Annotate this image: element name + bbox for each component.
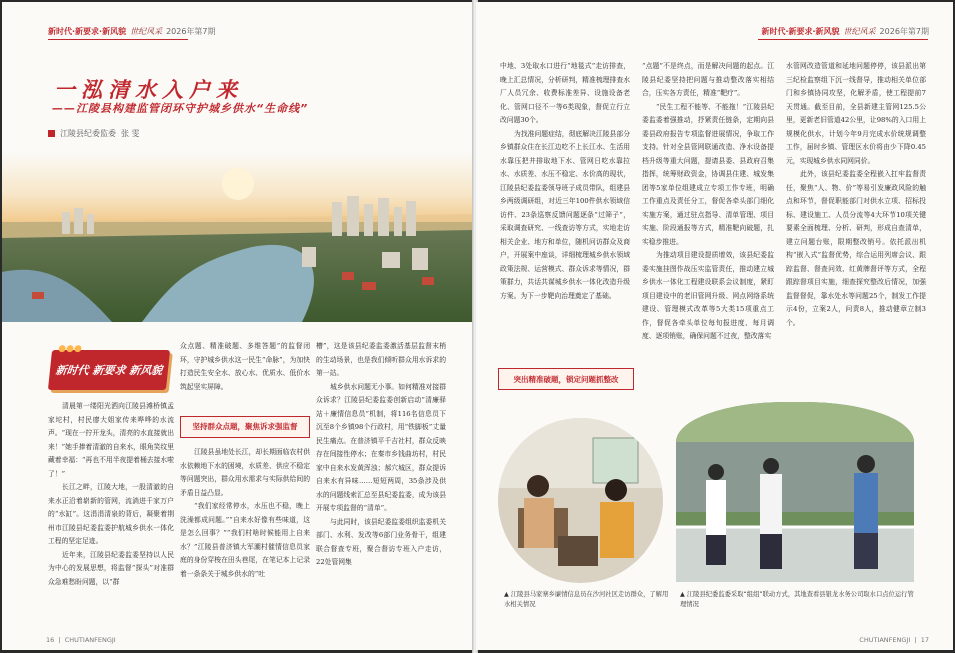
- paragraph: “民生工程不能等、不能拖！”江陵县纪委监委着强推动，抒紧责任链条，定期向县委县政府报告专项监督进展情况，争取工作支持。针对全县管网联通改造、净水设备提档升级等重大问题，提请县委、县政府召集指挥，统筹财政资金，协调县住建、城发集团等5家单位组建成立专项工作专班，明确工作重点及责任分工，督促各牵头部门细化实施方案，通过驻点指导、清单管理、项目实施、阶段通报等方式，精准靶向破题，扎实稳步推进。: [642, 102, 774, 246]
- header-keywords: 新时代·新要求·新风貌: [48, 26, 127, 36]
- paragraph: 众点题、精准破题、多维答题”的监督闭环，守护城乡供水这一民生“命脉”，为加快打造民生安全水、放心水、优质水、低价水筑起坚实屏障。: [180, 342, 310, 391]
- byline-author: 张 雯: [121, 129, 140, 138]
- paragraph: 城乡供水问题无小事。如何精准对接群众诉求？江陵县纪委监委创新启动“清廉驿站＋廉情信息员”机制，将116名信息员下沉至8个乡镇98个行政村，用“铁脚板”丈量民生痛点。在普济镇平千吉社村，群众反映存在间接性停水；在秦市乡钱曲坊村，村民家中自来水发黄浑浊；郝穴城区，群众提诉自来水有异味……短短两周，35条涉及供水的问题线索汇总至县纪委监委，成为该县开展专项监督的“清单”。: [316, 382, 446, 512]
- left-column-2: [180, 340, 310, 618]
- byline: [48, 128, 140, 139]
- header-issue-right: 2026年第7期: [879, 26, 929, 36]
- section-pill-1: 坚持群众点题，聚焦诉求强监督: [180, 416, 310, 438]
- paragraph: 与此同时，该县纪委监委组织监委机关部门、水利、发改等6部门业务骨干，组建联合督查专班，聚合督访专班入户走访，22处管网集: [316, 517, 446, 566]
- header-keywords-right: 新时代·新要求·新风貌: [761, 26, 840, 36]
- header-band-right: [761, 24, 929, 38]
- article-subtitle: ——江陵县构建监管闭环守护城乡供水“生命线”: [52, 102, 309, 115]
- article-title: 一泓清水入户来: [54, 77, 243, 102]
- paragraph: 清晨第一缕阳光洒向江陵县滩桥镇孟家坨村，村民廖大姐家传来哗哗的水流声。“现在一拧开龙头，清亮的水直接就出来！”她手捧着清澈的自来水，眼角笑纹里藏着幸福：“再也不用半夜提着桶去接水啦了！”: [48, 402, 174, 478]
- photo-water-intake: [676, 402, 914, 582]
- paragraph: 槽”，这是该县纪委监委激活基层监督末梢的生动场景，也是我们倾听群众用水诉求的第一站。: [316, 342, 446, 377]
- left-column-3: [316, 340, 446, 618]
- paragraph: 近年来，江陵县纪委监委坚持以人民为中心的发展思想，将监督“探头”对准群众急难愁盼问题，以“群: [48, 550, 174, 586]
- header-rule: [48, 39, 188, 40]
- byline-square-icon: [48, 130, 55, 137]
- paragraph: 为推动项目建设提质增效，该县纪委监委实施挂图作战压实监管责任，推动建立城乡供水一体化工程建设联系会议制度，紧盯项目建设中的老旧管网升级、网点网络系统建设、管理模式改革等5大类15项重点工作，督促各牵头单位每旬报进度、每月调度、逐项销账，确保问题不过夜，整改落实: [642, 251, 774, 340]
- caption-left-text: 江陵县马家寨乡廉情信息员在沙河社区走访群众，了解用水相关情况: [504, 591, 669, 608]
- badge-text: 新时代 新要求 新风貌: [54, 364, 163, 377]
- byline-org: 江陵县纪委监委: [60, 129, 116, 138]
- section-badge: [48, 344, 170, 390]
- right-footer-brand: CHUTIANFENGJI: [859, 636, 911, 644]
- caption-right: [680, 590, 916, 610]
- paragraph: “我们家经常停水，水压也不稳，晚上洗澡都成问题。”“自来水好像有些味道，这是怎么回事？”“我们村啥时候能用上自来水？”江陵县普济镇大军潮村催情信息员家庭的身份穿梭在田头巷尾，在笔记本上记录着一条条关于城乡供水的“吐: [180, 502, 310, 578]
- header-issue: 2026年第7期: [166, 26, 216, 36]
- header-masthead: 世纪风采: [130, 26, 163, 36]
- header-band: [48, 24, 216, 38]
- caption-triangle-icon: ▲: [680, 591, 685, 598]
- caption-left: [504, 590, 674, 610]
- paragraph: “点题”不是终点，而是解决问题的起点。江陵县纪委坚持把问题与推动整改落实相结合，压实各方责任，精准“靶疗”。: [642, 62, 774, 97]
- left-page: [2, 2, 474, 650]
- left-page-number: 16: [46, 636, 55, 644]
- badge-decoration-icon: ●●●: [57, 344, 83, 354]
- paragraph: 水管网改造管道和延地问题停停，该县派出第三纪检监察组下沉一线督导，推动相关单位部门和乡镇协同攻坚，化解矛盾，使工程提前7天贯通。截至目前，全县新建主管网125.5公里，更新老旧管道42公里，让98%的入口用上规模化供水，计划今年9月完成水价统规调整工作，届时乡镇、管理区水价将由少下降0.45元，实现城乡供水同网同价。: [786, 62, 926, 165]
- paragraph: 江陵县虽地处长江，却长期面临农村供水依赖地下水的困境，水质差、供应不稳定等问题突出，群众用水需求与实际供给间的矛盾日益凸显。: [180, 448, 310, 497]
- right-page-number: 17: [920, 636, 929, 644]
- hero-aerial-photo: [2, 152, 474, 322]
- header-rule-right: [758, 39, 928, 40]
- right-column-2: [642, 60, 774, 398]
- paragraph: 此外，该县纪委监委全程嵌入扛牢监督责任，聚焦“人、物、价”等易引发廉政风险的触点和环节，督促职能部门对供水立项、招标投标、建设施工、人员分流等4大环节10项关键要素全面梳理、分析、研判，形成自查清单，建立问题台账，限期整改销号。依托派出机构“嵌入式”监督优势，综合运用列席会议、跟踪监督、督查问效、红黄牌督评等方式，全程跟踪督项目实施，细查探究整改后情况，加强监督督促，靠水处水等问题25个，制发工作提示4份，立案2人，问责8人，推动健章立制3个。: [786, 170, 926, 327]
- left-footer: 16 | CHUTIANFENGJI: [46, 636, 116, 644]
- left-footer-brand: CHUTIANFENGJI: [64, 636, 116, 644]
- right-footer: CHUTIANFENGJI | 17: [859, 636, 929, 644]
- paragraph: 为找准问题症结，彻底解决江陵县部分乡镇群众住在长江边吃不上长江水、生活用水靠压把井排取地下水、管网日吃水靠拉水、水质差、水压不稳定、水价高的现状，江陵县纪委监委领导班子成员带队，组建县乡两级调研组，对近三年100件供水领域信访件、23条巡察反馈问题逐条“过筛子”，采取调查研究、一线查访等方式，实地走访相关企业、地方和单位，随机问访群众及商户，开展案中座谈，详细梳理城乡供水领域政策法规、运营模式、群众诉求等情况，群策群力，共话共谋城乡供水一体化改造升级方案。为下一步靶向治理奠定了基础。: [500, 129, 630, 300]
- photo-home-visit: [498, 418, 663, 583]
- paragraph: 长江之畔，江陵大地，一股清澈的自来水正沿着崭新的管网，流淌进千家万户的“水缸”。这涓涓清泉的背后，凝聚着荆州市江陵县纪委监委护航城乡供水一体化工程的坚定足迹。: [48, 483, 174, 545]
- right-column-3: [786, 60, 926, 398]
- caption-triangle-icon: ▲: [504, 591, 509, 598]
- header-masthead-right: 世纪风采: [843, 26, 876, 36]
- caption-right-text: 江陵县纪委监委采取“组组”联动方式，其地查看县银龙水务公司取水口点位运行管理情况: [680, 591, 914, 608]
- paragraph: 中地、3处取水口进行“地毯式”走访排查，晚上汇总情况，分析研判，精准梳理排查水厂人员冗余、收费标准差异、设施设备老化、管网口径不一等6类现象，督促立行立改问题30个。: [500, 62, 630, 124]
- section-pill-2: 突出精准破题，锁定问题抓整改: [498, 368, 634, 390]
- left-column-1: [48, 400, 174, 618]
- right-column-1: [500, 60, 630, 360]
- hero-sun: [222, 168, 254, 200]
